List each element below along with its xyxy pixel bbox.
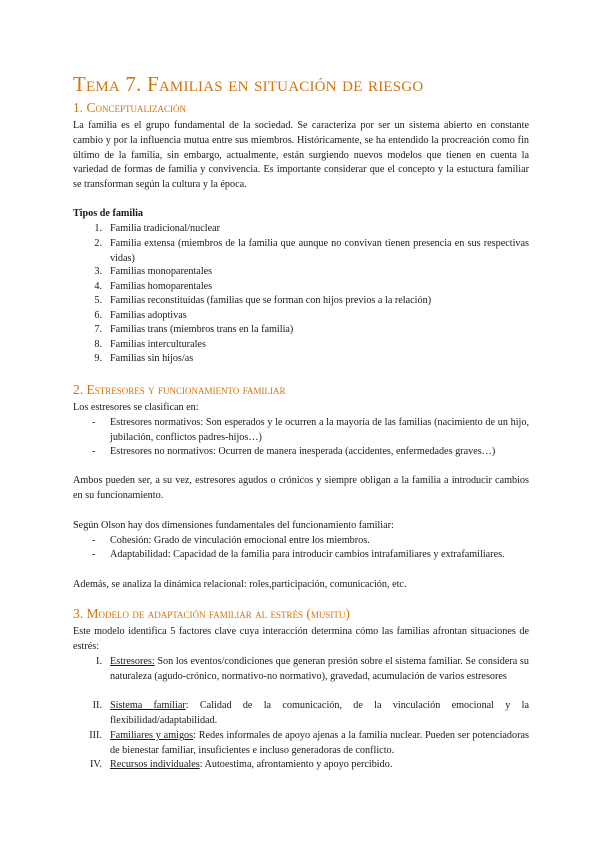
list-number: 7. [94, 324, 102, 335]
list-number: 6. [94, 310, 102, 321]
family-types-heading: Tipos de familia [73, 208, 144, 219]
list-number: 2. [94, 238, 102, 249]
list-item: Familias monoparentales [110, 266, 213, 277]
list-number: 4. [94, 281, 102, 292]
section-3-intro: Este modelo identifica 5 factores clave cuya interacción determina cómo las familias afrontan situaciones de estrés: [73, 626, 529, 652]
olson-intro: Según Olson hay dos dimensiones fundamentales del funcionamiento familiar: [73, 520, 394, 531]
factor-term: Estresores: [110, 656, 155, 667]
list-numeral: II. [92, 700, 102, 711]
list-item: Estresores normativos: Son esperados y le ocurren a la mayoría de las familias (nacimiento de un hijo, jubilación, conflictos padres-hijos…) [110, 417, 529, 443]
factor-term: Recursos individuales [110, 759, 200, 770]
page-title: Tema 7. Familias en situación de riesgo [73, 72, 424, 96]
list-number: 8. [94, 339, 102, 350]
list-bullet: - [92, 535, 96, 546]
list-item: Familias sin hijos/as [110, 353, 194, 364]
factor-term: Familiares y amigos [110, 730, 194, 741]
list-item: Familias homoparentales [110, 281, 213, 292]
section-3-heading: 3. Modelo de adaptación familiar al estrés (musitu) [73, 606, 350, 621]
list-item: Familias adoptivas [110, 310, 187, 321]
list-number: 1. [94, 223, 102, 234]
list-numeral: III. [89, 730, 102, 741]
list-numeral: IV. [90, 759, 102, 770]
factor-text: : Redes informales de apoyo ajenas a la familia nuclear. Pueden ser potenciadoras de bienestar familiar, insuficientes e incluso generadoras de conflicto. [110, 730, 529, 756]
factor-text: : Autoestima, afrontamiento y apoyo percibido. [199, 759, 393, 770]
list-item: Adaptabilidad: Capacidad de la familia para introducir cambios intrafamiliares y extrafamiliares. [110, 549, 505, 560]
factor-term: Sistema familiar [110, 700, 186, 711]
section-2-paragraph: Ambos pueden ser, a su vez, estresores agudos o crónicos y siempre obligan a la familia a introducir cambios en su funcionamiento. [73, 475, 529, 501]
list-item: Cohesión: Grado de vinculación emocional entre los miembros. [110, 535, 370, 546]
list-number: 9. [94, 353, 102, 364]
section-1-paragraph: La familia es el grupo fundamental de la sociedad. Se caracteriza por ser un sistema abierto en constante cambio y por la influencia mutua entre sus miembros. Históricamente, se ha entendido la procreación como fin último de la familia, sin embargo, actualmente, están surgiendo nuevos modelos que tienen en cuenta la variedad de formas de familia y convivencia. Es importante considerar que el concepto y la estuctura familiar se transforman según la cultura y la época. [73, 120, 529, 191]
section-2-heading: 2. Estresores y funcionamiento familiar [73, 382, 286, 397]
list-item [110, 758, 529, 773]
list-number: 3. [94, 266, 102, 277]
section-2-closing: Además, se analiza la dinámica relacional: roles,participación, comunicación, etc. [73, 579, 407, 590]
list-numeral: I. [96, 656, 102, 667]
list-item [110, 729, 529, 759]
list-bullet: - [92, 549, 96, 560]
factor-text: : Calidad de la comunicación, de la vinculación emocional y la flexibilidad/adaptabilidad. [110, 700, 529, 726]
list-item: Estresores no normativos: Ocurren de manera inesperada (accidentes, enfermedades graves…) [110, 446, 496, 457]
stressors-intro: Los estresores se clasifican en: [73, 402, 199, 413]
list-item: Familia extensa (miembros de la familia que aunque no convivan tienen presencia en sus respectivas vidas) [110, 238, 529, 264]
list-item [110, 655, 529, 685]
list-item: Familia tradicional/nuclear [110, 223, 221, 234]
list-item: Familias reconstituidas (familias que se forman con hijos previos a la relación) [110, 295, 432, 306]
list-item [110, 699, 529, 729]
list-bullet: - [92, 446, 96, 457]
list-item: Familias trans (miembros trans en la familia) [110, 324, 294, 335]
list-bullet: - [92, 417, 96, 428]
list-item: Familias interculturales [110, 339, 206, 350]
factor-text: Son los eventos/condiciones que generan presión sobre el sistema familiar. Se considera su naturaleza (agudo-crónico, normativo-no normativo), gravedad, acumulación de varios estresores [110, 656, 529, 682]
section-1-heading: 1. Conceptualización [73, 100, 186, 115]
list-number: 5. [94, 295, 102, 306]
